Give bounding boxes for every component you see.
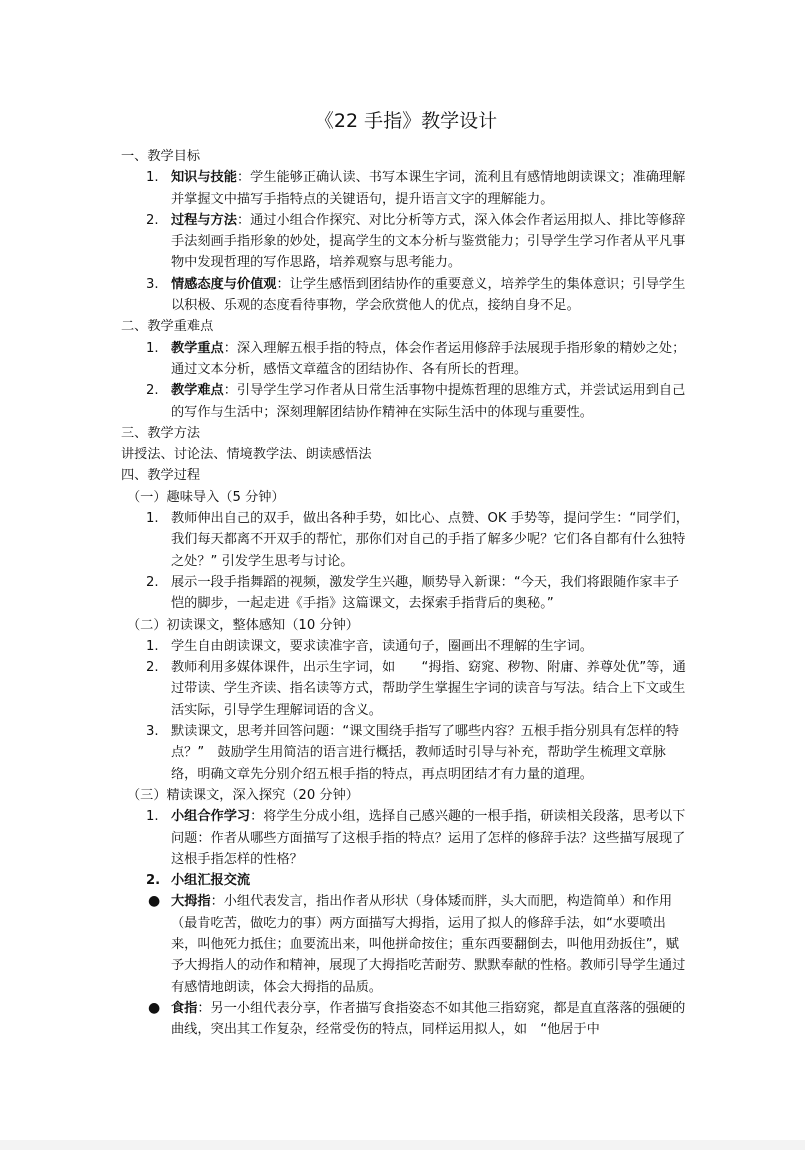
item-text: 学生自由朗读课文，要求读准字音，读通句子，圈画出不理解的生字词。 (171, 638, 593, 654)
list-item (121, 167, 691, 210)
item-label: 食指 (171, 1000, 198, 1016)
item-label: 教学重点 (171, 340, 224, 356)
item-text: ：深入理解五根手指的特点，体会作者运用修辞手法展现手指形象的精妙之处；通过文本分析，感悟文章蕴含的团结协作、各有所长的哲理。 (171, 340, 686, 377)
methods-text: 讲授法、讨论法、情境教学法、朗读感悟法 (121, 447, 372, 463)
subsection-heading-intro: （一）趣味导入（5 分钟） (127, 489, 285, 505)
item-label: 大拇指 (171, 894, 211, 910)
item-number: 2. (146, 574, 159, 590)
item-text: ：让学生感悟到团结协作的重要意义，培养学生的集体意识；引导学生以积极、乐观的态度看待事物，学会欣赏他人的优点，接纳自身不足。 (171, 276, 686, 314)
list-item (121, 508, 691, 572)
item-number: 2. (146, 660, 159, 676)
bullet-item (121, 998, 691, 1041)
document-body (121, 108, 691, 1040)
list-item (121, 806, 691, 870)
section-heading-methods: 三、教学方法 (121, 425, 201, 441)
document-title: 《22 手指》教学设计 (314, 110, 498, 132)
item-number: 1. (146, 511, 159, 527)
list-item (121, 636, 691, 657)
list-item (121, 274, 691, 317)
item-number: 3. (146, 724, 159, 740)
section-heading-process: 四、教学过程 (121, 468, 201, 484)
item-label: 过程与方法 (171, 212, 237, 228)
item-label: 知识与技能 (171, 170, 237, 186)
item-label: 小组合作学习 (171, 809, 251, 825)
item-text: ：学生能够正确认读、书写本课生字词，流利且有感情地朗读课文；准确理解并掌握文中描写手指特点的关键语句，提升语言文字的理解能力。 (171, 170, 686, 207)
item-text: ：将学生分成小组，选择自己感兴趣的一根手指，研读相关段落，思考以下问题：作者从哪些方面描写了这根手指的特点？运用了怎样的修辞手法？这些描写展现了这根手指怎样的性格？ (171, 809, 686, 867)
subsection-heading-close-reading: （三）精读课文，深入探究（20 分钟） (127, 787, 359, 803)
item-text: 教师伸出自己的双手，做出各种手势，如比心、点赞、OK 手势等，提问学生：“同学们，我们每天都离不开双手的帮忙，那你们对自己的手指了解多少呢？它们各自都有什么独特之处？” 引发学生思考与讨论。 (171, 511, 689, 569)
item-label: 教学难点 (171, 383, 224, 399)
list-item (121, 210, 691, 274)
item-text: ：小组代表发言，指出作者从形状（身体矮而胖，头大而肥，构造简单）和作用（最肯吃苦，做吃力的事）两方面描写大拇指，运用了拟人的修辞手法，如“水要喷出来，叫他死力抵住；血要流出来，叫他拼命按住；重东西要翻倒去，叫他用劲扳住”，赋予大拇指人的动作和精神，展现了大拇指吃苦耐劳、默默奉献的性格。教师引导学生通过有感情地朗读，体会大拇指的品质。 (171, 894, 686, 995)
section-heading-key-points: 二、教学重难点 (121, 319, 214, 335)
item-text: 展示一段手指舞蹈的视频，激发学生兴趣，顺势导入新课：“今天，我们将跟随作家丰子恺的脚步，一起走进《手指》这篇课文，去探索手指背后的奥秘。” (171, 574, 679, 612)
section-heading-goals: 一、教学目标 (121, 149, 201, 164)
list-item (121, 657, 691, 721)
item-number: 1. (146, 340, 159, 356)
item-label: 情感态度与价值观 (171, 276, 277, 292)
bullet-icon: ● (148, 893, 161, 910)
item-number: 1. (146, 809, 159, 825)
item-number: 2. (146, 383, 159, 399)
bullet-item (121, 891, 691, 997)
list-item (121, 338, 691, 381)
item-number: 1. (146, 170, 159, 186)
list-item (121, 870, 691, 891)
item-label: 小组汇报交流 (171, 873, 251, 889)
bullet-icon: ● (148, 999, 161, 1016)
list-item (121, 572, 691, 615)
item-number: 3. (146, 276, 159, 292)
item-number: 1. (146, 638, 159, 654)
item-text: ：通过小组合作探究、对比分析等方式，深入体会作者运用拟人、排比等修辞手法刻画手指形象的妙处，提高学生的文本分析与鉴赏能力；引导学生学习作者从平凡事物中发现哲理的写作思路，培养观察与思考能力。 (171, 212, 686, 271)
item-number: 2. (146, 212, 159, 228)
subsection-heading-first-reading: （二）初读课文，整体感知（10 分钟） (127, 617, 359, 633)
item-text: 默读课文，思考并回答问题：“课文围绕手指写了哪些内容？五根手指分别具有怎样的特点？” 鼓励学生用简洁的语言进行概括，教师适时引导与补充，帮助学生梳理文章脉络，明确文章先分别介绍五根手指的特点，再点明团结才有力量的道理。 (171, 724, 679, 782)
item-text: ：引导学生学习作者从日常生活事物中提炼哲理的思维方式，并尝试运用到自己的写作与生活中；深刻理解团结协作精神在实际生活中的体现与重要性。 (171, 383, 686, 420)
list-item (121, 380, 691, 423)
item-text: ：另一小组代表分享，作者描写食指姿态不如其他三指窈窕，都是直直落落的强硬的曲线，突出其工作复杂，经常受伤的特点，同样运用拟人，如 “他居于中 (171, 1000, 686, 1038)
item-text: 教师利用多媒体课件，出示生字词，如 “拇指、窈窕、秽物、附庸、养尊处优”等，通过带读、学生齐读、指名读等方式，帮助学生掌握生字词的读音与写法。结合上下文或生活实际，引导学生理解词语的含义。 (171, 660, 686, 718)
item-number: 2. (146, 873, 161, 889)
list-item (121, 721, 691, 785)
